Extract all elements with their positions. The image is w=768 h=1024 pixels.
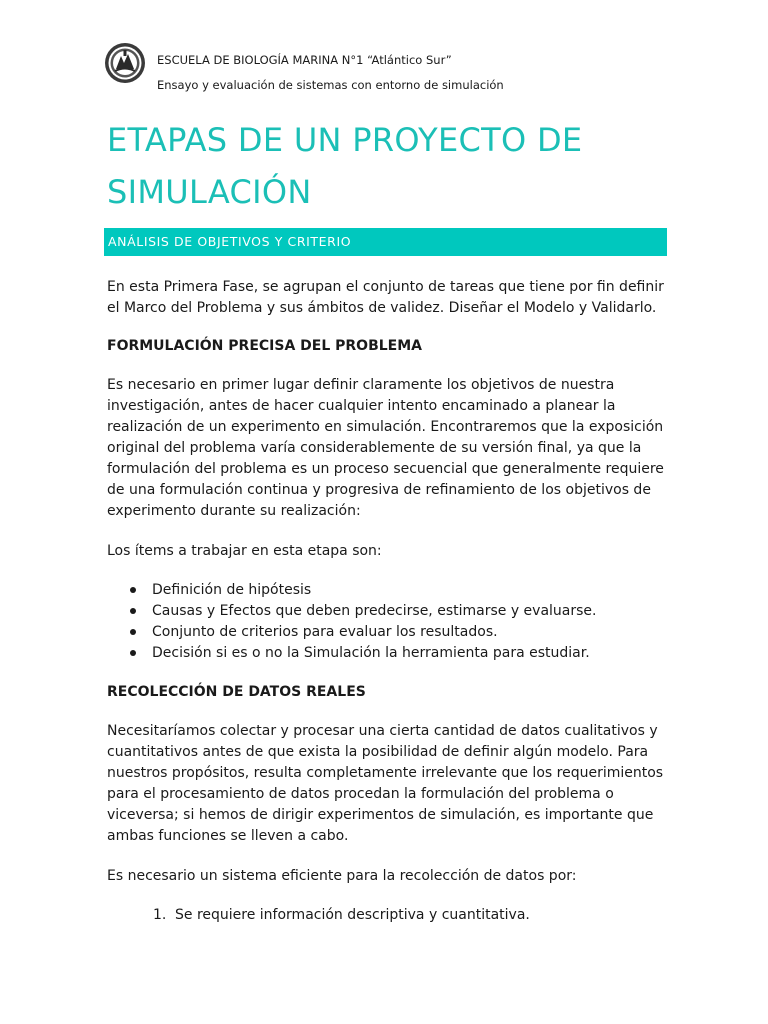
- numbered-item: [107, 905, 667, 926]
- list-item: [107, 601, 667, 622]
- bullet-icon: [130, 587, 136, 593]
- formulacion-heading: FORMULACIÓN PRECISA DEL PROBLEMA: [107, 338, 422, 354]
- section-banner-label: ANÁLISIS DE OBJETIVOS Y CRITERIO: [108, 234, 352, 249]
- title-line-2: SIMULACIÓN: [107, 173, 312, 211]
- list-item-text: Causas y Efectos que deben predecirse, estimarse y evaluarse.: [152, 603, 597, 619]
- bullet-icon: [130, 650, 136, 656]
- bullet-icon: [130, 608, 136, 614]
- course-name: Ensayo y evaluación de sistemas con entorno de simulación: [157, 78, 504, 92]
- intro-paragraph: En esta Primera Fase, se agrupan el conjunto de tareas que tiene por fin definir el Marco del Problema y sus ámbitos de validez. Diseñar el Modelo y Validarlo.: [107, 279, 664, 316]
- page-header: [104, 40, 684, 90]
- section-banner: [104, 228, 667, 256]
- recoleccion-paragraph: Necesitaríamos colectar y procesar una cierta cantidad de datos cualitativos y cuantitativos antes de que exista la posibilidad de definir algún modelo. Para nuestros propósitos, resulta completamente irrelevante que los requerimientos para el procesamiento de datos procedan la formulación del problema o viceversa; si hemos de dirigir experimentos de simulación, es importante que ambas funciones se lleven a cabo.: [107, 723, 664, 844]
- page-title: [107, 114, 667, 218]
- items-intro: Los ítems a trabajar en esta etapa son:: [107, 543, 382, 559]
- numbered-item-text: Se requiere información descriptiva y cuantitativa.: [175, 907, 530, 923]
- list-item-text: Conjunto de criterios para evaluar los resultados.: [152, 624, 498, 640]
- title-line-1: ETAPAS DE UN PROYECTO DE: [107, 121, 583, 159]
- school-crest-logo: [104, 42, 146, 84]
- list-item: [107, 622, 667, 643]
- list-item: [107, 580, 667, 601]
- list-item-text: Decisión si es o no la Simulación la herramienta para estudiar.: [152, 645, 590, 661]
- school-name: ESCUELA DE BIOLOGÍA MARINA N°1 “Atlántico Sur”: [157, 53, 452, 67]
- recoleccion-heading: RECOLECCIÓN DE DATOS REALES: [107, 684, 366, 700]
- formulacion-paragraph: Es necesario en primer lugar definir claramente los objetivos de nuestra investigación, antes de hacer cualquier intento encaminado a planear la realización de un experimento en simulación. Encontraremos que la exposición original del problema varía considerablemente de su versión final, ya que la formulación del problema es un proceso secuencial que generalmente requiere de una formulación continua y progresiva de refinamiento de los objetivos de experimento durante su realización:: [107, 377, 664, 519]
- numbered-item-number: 1.: [153, 907, 167, 923]
- items-list: [107, 580, 667, 664]
- list-item-text: Definición de hipótesis: [152, 582, 312, 598]
- sistema-intro: Es necesario un sistema eficiente para la recolección de datos por:: [107, 868, 577, 884]
- bullet-icon: [130, 629, 136, 635]
- numbered-list: [107, 905, 667, 926]
- list-item: [107, 643, 667, 664]
